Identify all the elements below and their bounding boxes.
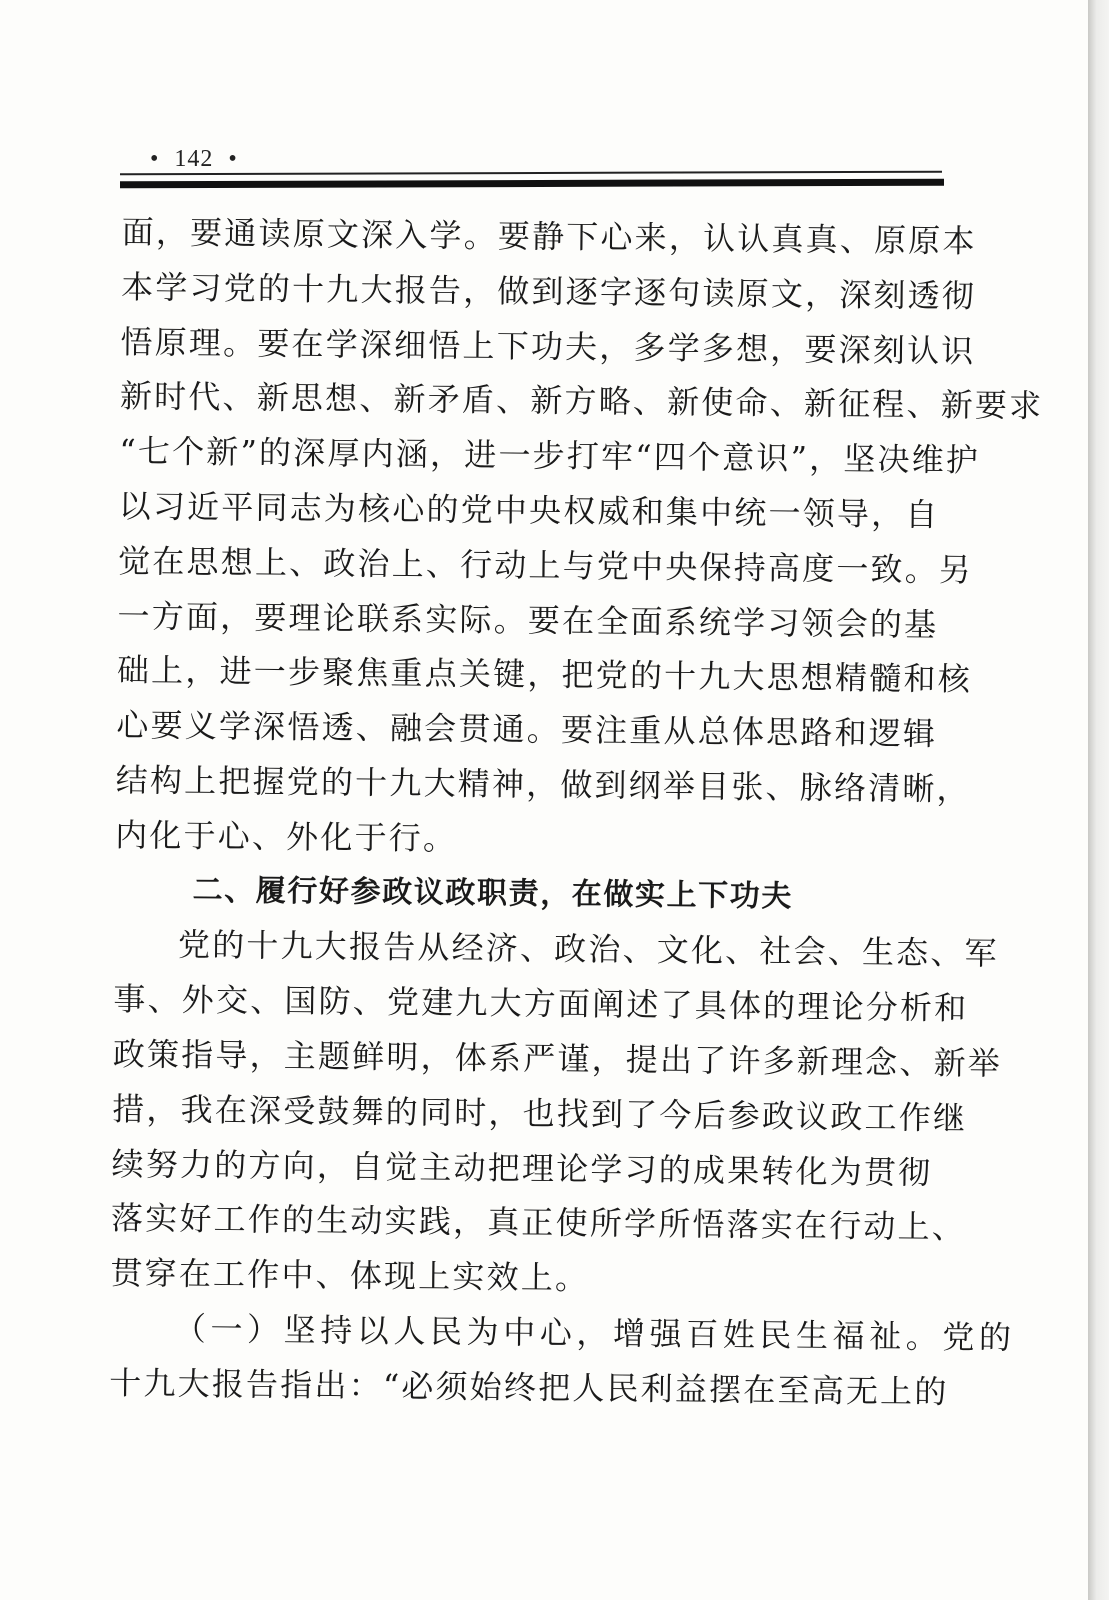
text-line: 以习近平同志为核心的党中央权威和集中统一领导，自	[118, 486, 940, 534]
page-edge	[1088, 0, 1109, 1600]
text-line: 政策指导，主题鲜明，体系严谨，提出了许多新理念、新举	[112, 1034, 1003, 1083]
text-line: 落实好工作的生动实践，真正使所学所悟落实在行动上、	[110, 1199, 967, 1247]
text-line: 一方面，要理论联系实际。要在全面系统学习领会的基	[117, 596, 939, 644]
text-line: 觉在思想上、政治上、行动上与党中央保持高度一致。另	[117, 541, 974, 590]
text-line: 措，我在深受鼓舞的同时，也找到了今后参政议政工作继	[112, 1089, 968, 1137]
body-text	[109, 205, 1044, 1420]
text-line: 贯穿在工作中、体现上实效上。	[110, 1254, 590, 1298]
text-line: 结构上把握党的十九大精神，做到纲举目张、脉络清晰，	[115, 760, 971, 809]
text-line: 本学习党的十九大报告，做到逐字逐句读原文，深刻透彻	[120, 267, 977, 316]
subsection-lead-line: （一）坚持以人民为中心，增强百姓民生福祉。党的	[173, 1309, 1016, 1357]
header-dot-right: •	[228, 146, 238, 172]
text-line: 续努力的方向，自觉主动把理论学习的成果转化为贯彻	[111, 1144, 933, 1192]
text-line: 础上，进一步聚焦重点关键，把党的十九大思想精髓和核	[116, 651, 973, 699]
page-number: 142	[174, 146, 214, 172]
text-line: 心要义学深悟透、融会贯通。要注重从总体思路和逻辑	[116, 706, 938, 754]
text-line: 十九大报告指出：“必须始终把人民利益摆在至高无上的	[109, 1363, 949, 1411]
header-dot-left: •	[150, 146, 160, 172]
text-line: 事、外交、国防、党建九大方面阐述了具体的理论分析和	[113, 980, 969, 1028]
text-line: “七个新”的深厚内涵，进一步打牢“四个意识”，坚决维护	[119, 432, 981, 480]
text-line: 内化于心、外化于行。	[114, 815, 458, 858]
section-heading: 二、履行好参政议政职责，在做实上下功夫	[192, 872, 794, 914]
text-line: 悟原理。要在学深细悟上下功夫，多学多想，要深刻认识	[120, 322, 976, 370]
header-rule-thick	[120, 179, 944, 189]
text-line: 新时代、新思想、新矛盾、新方略、新使命、新征程、新要求	[119, 377, 1044, 426]
paragraph-first-line: 党的十九大报告从经济、政治、文化、社会、生态、军	[177, 926, 999, 973]
text-line: 面，要通读原文深入学。要静下心来，认认真真、原原本	[121, 212, 977, 261]
